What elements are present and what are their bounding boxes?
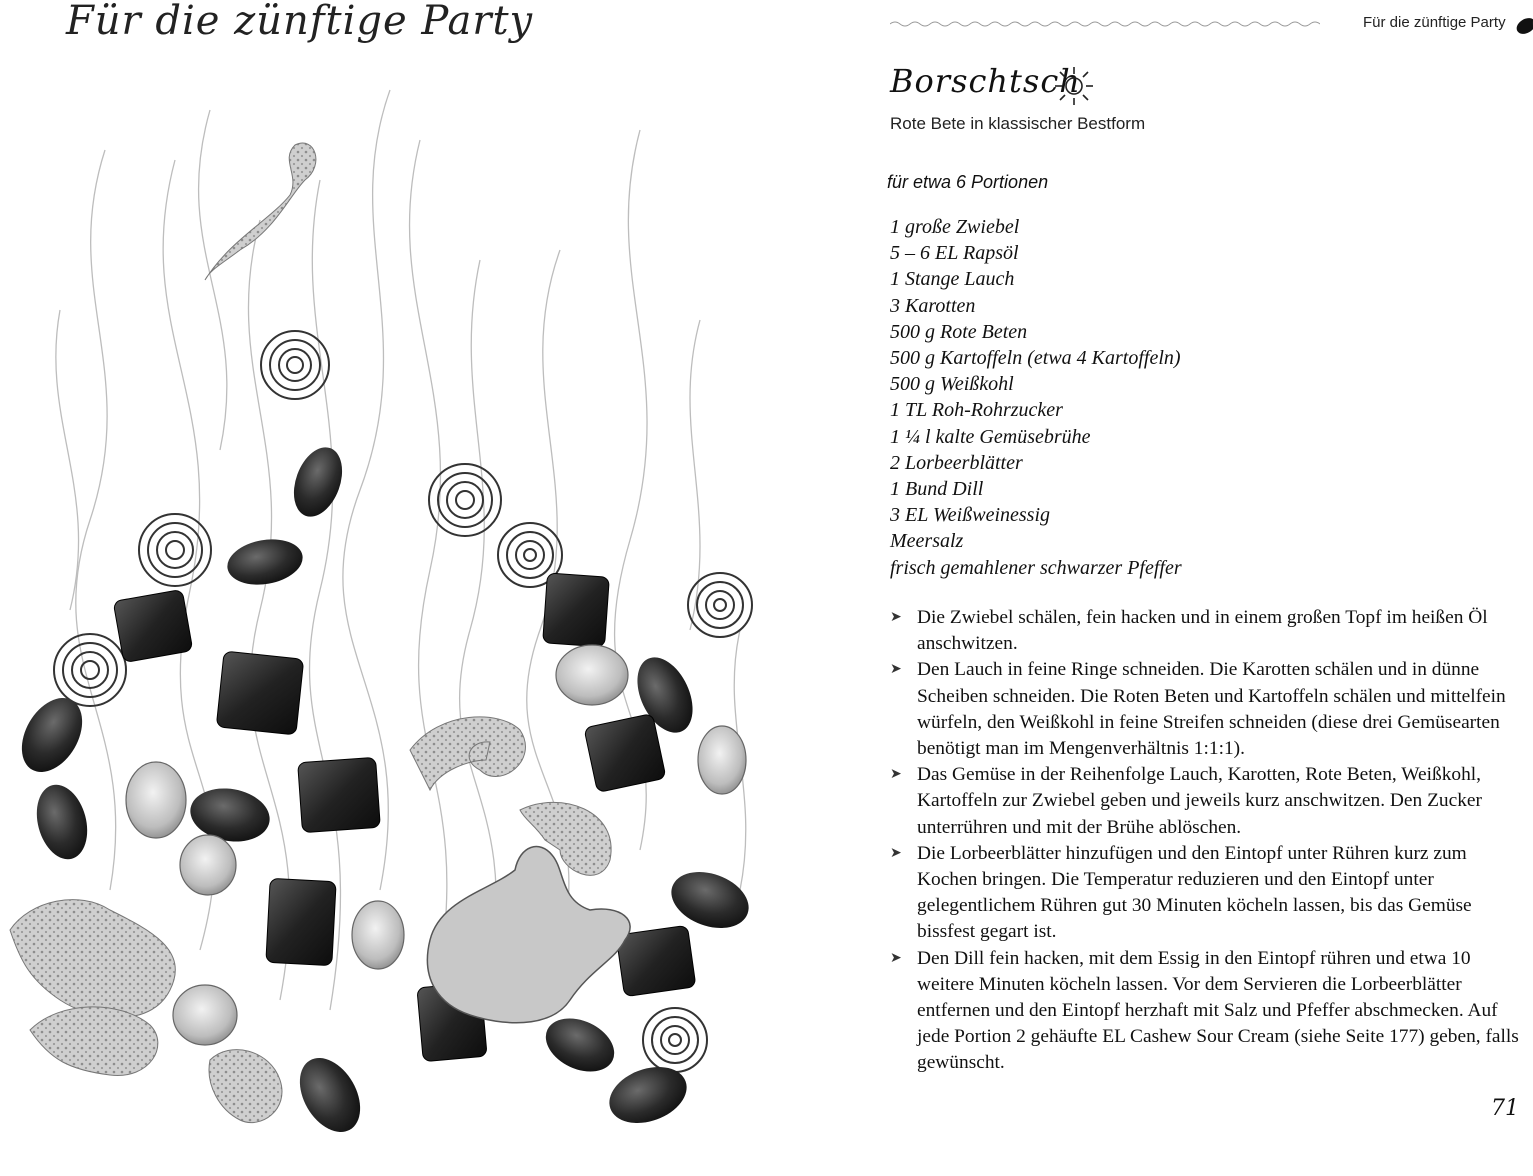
ingredient-item: 2 Lorbeerblätter: [890, 451, 1023, 474]
arrow-right-icon: ➤: [890, 662, 902, 678]
ingredient-item: 3 Karotten: [890, 294, 976, 317]
page-number: 71: [1491, 1096, 1519, 1121]
ingredient-item: frisch gemahlener schwarzer Pfeffer: [890, 556, 1182, 579]
ingredient-item: 500 g Kartoffeln (etwa 4 Kartoffeln): [890, 347, 1181, 370]
ingredient-item: 1 Bund Dill: [890, 478, 984, 501]
method-step-text: Den Dill fein hacken, mit dem Essig in den Eintopf rühren und etwa 10 weitere Minuten köcheln lassen. Vor dem Servieren die Lorbeerblätter entfernen und den Eintopf herzhaft mit Salz und Pfeffer abschmecken. Auf jede Portion 2 gehäufte EL Cashew Sour Cream (siehe Seite 177) geben, falls gewünscht.: [917, 947, 1519, 1074]
ingredient-item: 1 Stange Lauch: [890, 268, 1015, 291]
ingredient-item: 500 g Weißkohl: [890, 373, 1014, 396]
running-head-title: Für die zünftige Party: [1363, 14, 1506, 31]
ingredient-list: [890, 214, 1182, 581]
ingredient-item: 1 TL Roh-Rohrzucker: [890, 399, 1063, 422]
method-step: [890, 657, 1530, 762]
ingredient-item: 3 EL Weißweinessig: [890, 504, 1051, 527]
bean-icon: [1514, 12, 1533, 38]
ingredient-item: 500 g Rote Beten: [890, 320, 1028, 343]
wave-rule: [890, 18, 1320, 30]
method-step: [890, 762, 1530, 841]
method-step-text: Den Lauch in feine Ringe schneiden. Die Karotten schälen und in dünne Scheiben schneiden. Die Roten Beten und Kartoffeln schälen und mittelfein würfeln, den Weißkohl in feine Streifen schneiden (diese drei Gemüsearten benötigt man im Mengenverhältnis 1:1:1).: [917, 659, 1506, 760]
method-step: [890, 841, 1530, 946]
method-step-text: Die Lorbeerblätter hinzufügen und den Eintopf unter Rühren kurz zum Kochen bringen. Die Temperatur reduzieren und den Eintopf unter gelegentlichem Rühren gut 30 Minuten köcheln lassen, bis das Gemüse bissfest gegart ist.: [917, 842, 1472, 943]
arrow-right-icon: ➤: [890, 950, 902, 966]
sun-icon: [1052, 64, 1096, 108]
method-step-text: Die Zwiebel schälen, fein hacken und in einem großen Topf im heißen Öl anschwitzen.: [917, 607, 1488, 655]
ingredient-item: 1 ¼ l kalte Gemüsebrühe: [890, 425, 1091, 448]
portions: für etwa 6 Portionen: [887, 172, 1049, 192]
ingredient-item: Meersalz: [890, 530, 964, 553]
ingredient-item: 5 – 6 EL Rapsöl: [890, 242, 1019, 265]
method-step: [890, 946, 1530, 1077]
orange-peel-top: [205, 143, 316, 280]
steam-lines: [56, 90, 746, 1010]
arrow-right-icon: ➤: [890, 767, 902, 783]
method-step-text: Das Gemüse in der Reihenfolge Lauch, Karotten, Rote Beten, Weißkohl, Kartoffeln zur Zwiebel geben und jeweils kurz anschwitzen. Den Zucker unterrühren und mit der Brühe ablöschen.: [917, 764, 1482, 838]
recipe-subtitle: Rote Bete in klassischer Bestform: [890, 114, 1146, 133]
right-page: [860, 0, 1533, 1176]
left-page-title: Für die zünftige Party: [66, 0, 534, 44]
ingredient-item: 1 große Zwiebel: [890, 216, 1020, 238]
vegetable-illustration: [0, 70, 800, 1176]
running-head: [890, 12, 1530, 36]
arrow-right-icon: ➤: [890, 610, 902, 625]
arrow-right-icon: ➤: [890, 845, 902, 861]
method-step: [890, 605, 1530, 657]
recipe-title: Borschtsch: [890, 62, 1081, 100]
method-steps: [890, 605, 1530, 1077]
